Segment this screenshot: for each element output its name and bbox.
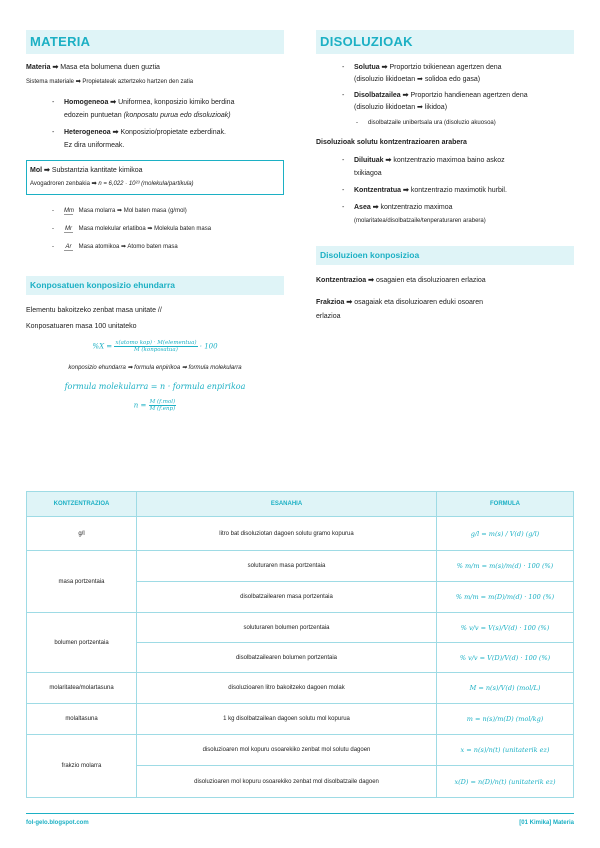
table-row [27, 704, 574, 735]
footer-section: [01 Kimika] Materia [519, 820, 574, 826]
row-name: masa portzentaia [27, 551, 137, 613]
mr-item: - Mr Masa molekular erlatiboa ➡ Molekula baten masa [26, 223, 284, 235]
row-name: frakzio molarra [27, 735, 137, 798]
konposizioa-title: Disoluzioen konposizioa [316, 246, 574, 265]
row-meaning: disoluzioaren litro bakoitzeko dagoen molak [137, 673, 437, 704]
disolbatzailea-item: - Disolbatzailea ➡ Proportzio handienean agertzen dena (disoluzio likidoetan ➡ likidoa) [316, 90, 574, 114]
asea-item: - Asea ➡ kontzentrazio maximoa (molaritatea/disolbatzaile/tenperaturaren arabera) [316, 201, 574, 228]
disoluzioak-title: DISOLUZIOAK [316, 30, 574, 54]
table-row [27, 613, 574, 643]
header-kontzentrazioa: KONTZENTRAZIOA [27, 492, 137, 517]
row-meaning: disolbatzailearen masa portzentaia [137, 582, 437, 613]
row-meaning: disoluzioaren mol kopuru osoarekiko zenbat mol solutu dagoen [137, 735, 437, 766]
row-formula: g/l = m(s) / V(d) (g/l) [437, 517, 574, 551]
right-column [316, 30, 574, 324]
heterogeneoa-item: - Heterogeneoa ➡ Konposizio/propietate ezberdinak. Ez dira uniformeak. [26, 126, 284, 152]
row-formula: M = n(s)/V(d) (mol/L) [437, 673, 574, 704]
mr-symbol: Mr [64, 223, 73, 233]
frakzioa-line: Frakzioa ➡ osagaiak eta disoluzioaren eduki osoaren erlazioa [316, 299, 483, 320]
ar-item: - Ar Masa atomikoa ➡ Atomo baten masa [26, 241, 284, 253]
row-formula: x = n(s)/n(t) (unitaterik ez) [437, 735, 574, 766]
row-formula: % m/m = m(s)/m(d) · 100 (%) [437, 551, 574, 582]
row-name: molaritatea/molartasuna [27, 673, 137, 704]
sistema-line: Sistema materiale ➡ Propietateak aztertzeko hartzen den zatia [26, 79, 194, 85]
row-name: g/l [27, 517, 137, 551]
row-meaning: disolbatzailearen bolumen portzentaia [137, 643, 437, 673]
row-formula: % m/m = m(D)/m(d) · 100 (%) [437, 582, 574, 613]
left-column [26, 30, 284, 412]
elementu-line: Elementu bakoitzeko zenbat masa unitate // [26, 307, 162, 314]
row-meaning: soluturaren bolumen portzentaia [137, 613, 437, 643]
row-meaning: litro bat disoluziotan dagoen solutu gramo kopurua [137, 517, 437, 551]
chain-line: konposizio ehundarra ➡ formula enpirikoa ➡ formula molekularra [68, 365, 242, 371]
avogadro-value: n = 6,022 · 10²³ (molekula/partikula) [98, 181, 194, 187]
mol-box: Mol ➡ Substantzia kantitate kimikoa Avogadroren zenbakia ➡ n = 6,022 · 10²³ (molekula/partikula) [26, 160, 284, 195]
mm-symbol: Mm [64, 205, 73, 215]
row-name: bolumen portzentaia [27, 613, 137, 673]
ar-symbol: Ar [64, 241, 73, 251]
row-meaning: soluturaren masa portzentaia [137, 551, 437, 582]
table-row [27, 735, 574, 766]
table-row [27, 673, 574, 704]
table-header-row [27, 492, 574, 517]
formula-molekularra: formula molekularra = n · formula enpirikoa [64, 382, 246, 391]
header-formula: FORMULA [437, 492, 574, 517]
kontzentratua-item: - Kontzentratua ➡ kontzentrazio maximotik hurbil. [316, 184, 574, 197]
sailkapen-title: Disoluzioak solutu kontzentrazioaren arabera [316, 139, 467, 146]
row-meaning: 1 kg disolbatzailean dagoen solutu mol kopurua [137, 704, 437, 735]
row-formula: m = n(s)/m(D) (mol/kg) [437, 704, 574, 735]
row-name: molaltasuna [27, 704, 137, 735]
table-row [27, 551, 574, 582]
konposizio-title: Konposatuen konposizio ehundarra [26, 276, 284, 295]
mm-item: - Mm Masa molarra ➡ Mol baten masa (g/mol) [26, 205, 284, 217]
header-esanahia: ESANAHIA [137, 492, 437, 517]
homogeneoa-item: - Homogeneoa ➡ Uniformea, konposizio kimiko berdina edozein puntuetan (konposatu purua edo disoluzioak) [26, 96, 284, 122]
materia-title: MATERIA [26, 30, 284, 54]
footer [26, 813, 574, 831]
solutua-item: - Solutua ➡ Proportzio txikienean agertzen dena (disoluzio likidoetan ➡ solidoa edo gasa) [316, 62, 574, 86]
diluituak-item: - Diluituak ➡ kontzentrazio maximoa baino askoz txikiagoa [316, 154, 574, 180]
table-row [27, 517, 574, 551]
row-formula: % v/v = V(D)/V(d) · 100 (%) [437, 643, 574, 673]
n-formula: n = $\frac{\text{M (f.mol)}}{\text{M (f.enp)}}$ [133, 399, 176, 412]
materia-line: Materia ➡ Masa eta bolumena duen guztia [26, 64, 160, 71]
kontzentrazioa-line: Kontzentrazioa ➡ osagaien eta disoluzioaren erlazioa [316, 277, 486, 284]
unibertsala-item: - disolbatzaile unibertsala ura (disoluzio akuosoa) [316, 118, 574, 129]
row-formula: % v/v = V(s)/V(d) · 100 (%) [437, 613, 574, 643]
konposatu-line: Konposatuaren masa 100 unitateko [26, 323, 137, 330]
row-meaning: disoluzioaren mol kopuru osoarekiko zenbat mol disolbatzaile dagoen [137, 766, 437, 798]
percent-formula: %X = $\frac{\text{x(atomo kop) · M(elementua)}}{\text{M (konposatua)}}$ · 100 [92, 340, 218, 353]
concentration-table [26, 491, 574, 798]
footer-link[interactable]: fol-gelo.blogspot.com [26, 820, 89, 826]
row-formula: x(D) = n(D)/n(t) (unitaterik ez) [437, 766, 574, 798]
